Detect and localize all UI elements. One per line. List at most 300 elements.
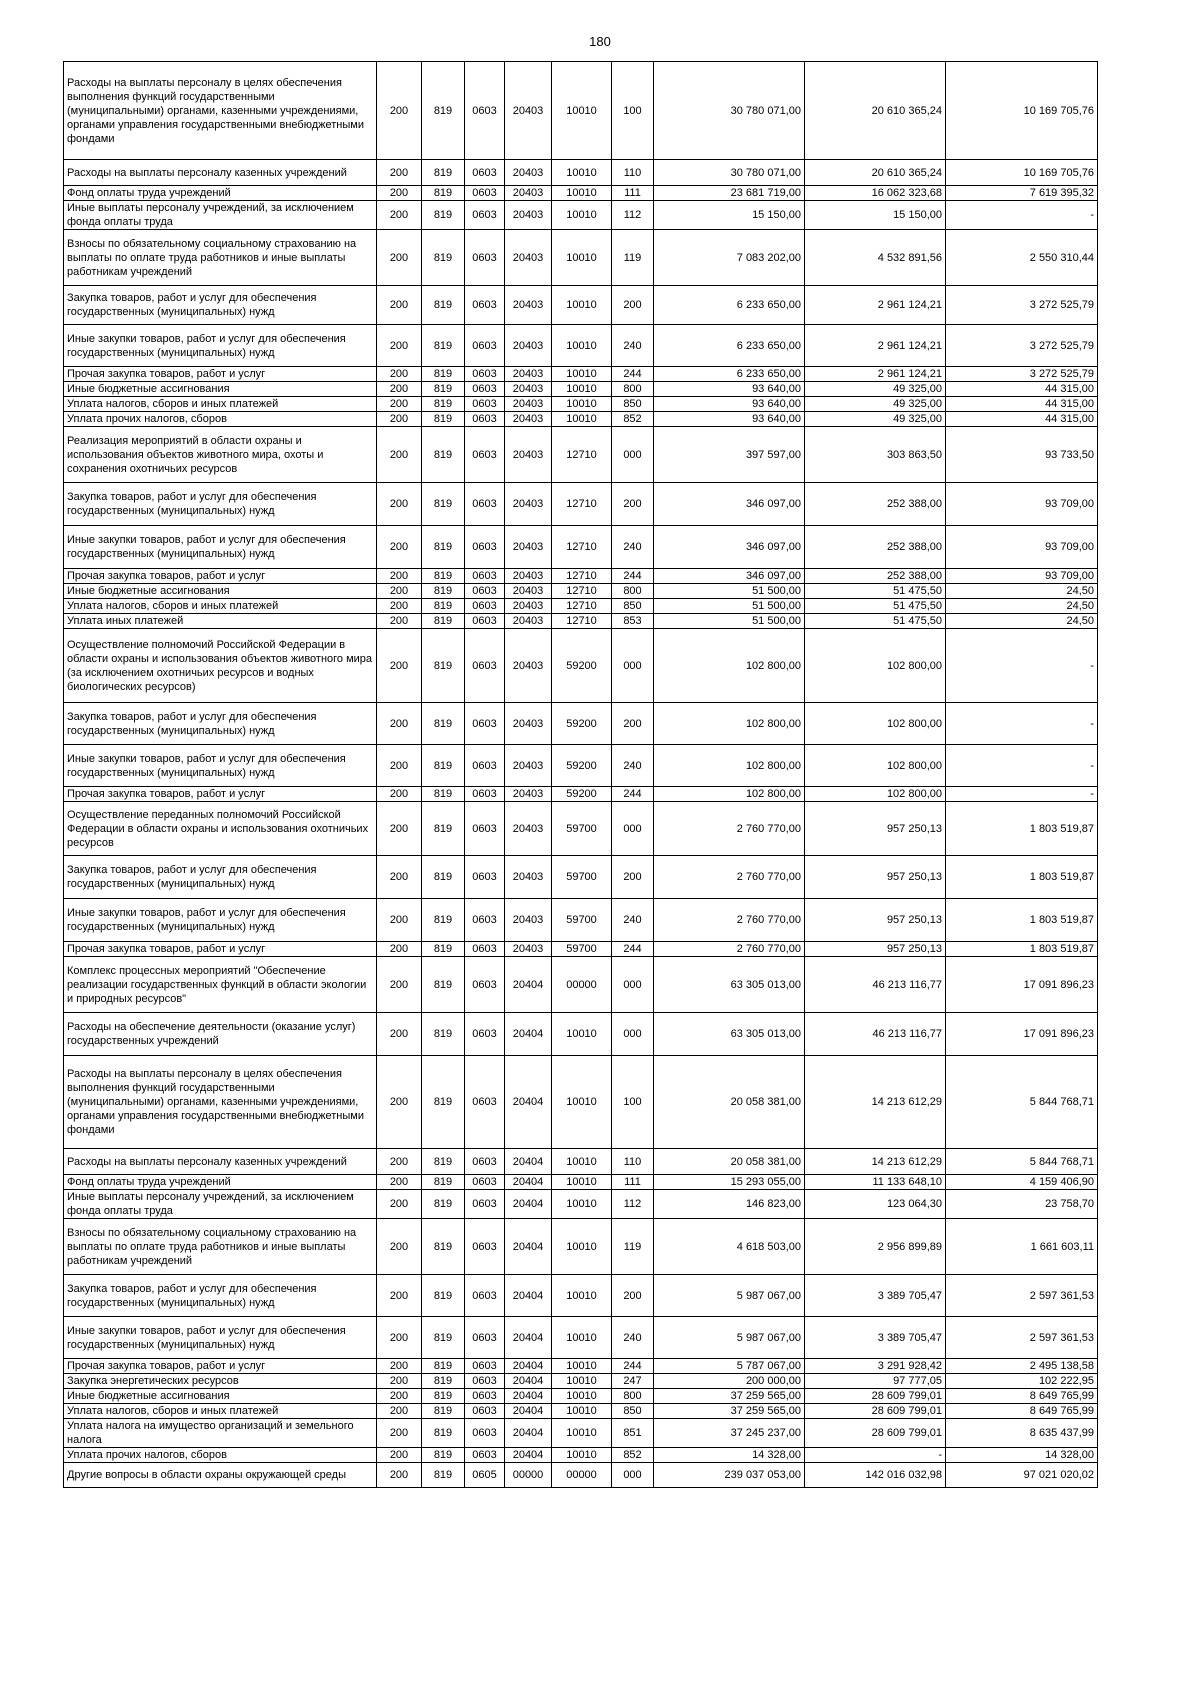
code-section: 0603	[465, 703, 505, 745]
code-gp: 200	[377, 160, 422, 186]
code-program: 20404	[505, 1149, 552, 1175]
code-program: 20403	[505, 427, 552, 483]
code-program: 20404	[505, 1317, 552, 1359]
table-row	[64, 703, 1098, 745]
value-remaining: 1 803 519,87	[946, 802, 1098, 856]
value-remaining: -	[946, 629, 1098, 703]
value-approved: 6 233 650,00	[654, 286, 805, 325]
code-admin: 819	[422, 1359, 465, 1374]
row-name: Уплата налога на имущество организаций и земельного налога	[64, 1419, 377, 1448]
code-expense-type: 000	[612, 629, 654, 703]
code-expense-type: 112	[612, 201, 654, 230]
code-gp: 200	[377, 325, 422, 367]
code-admin: 819	[422, 899, 465, 942]
code-admin: 819	[422, 382, 465, 397]
code-gp: 200	[377, 1056, 422, 1149]
row-name: Иные закупки товаров, работ и услуг для обеспечения государственных (муниципальных) нужд	[64, 745, 377, 787]
code-section: 0603	[465, 160, 505, 186]
code-admin: 819	[422, 325, 465, 367]
code-section: 0603	[465, 1359, 505, 1374]
row-name: Закупка товаров, работ и услуг для обеспечения государственных (муниципальных) нужд	[64, 856, 377, 899]
code-expense-type: 800	[612, 382, 654, 397]
code-section: 0603	[465, 1219, 505, 1275]
table-row	[64, 186, 1098, 201]
code-program: 20403	[505, 382, 552, 397]
code-direction: 59200	[552, 629, 612, 703]
row-name: Закупка товаров, работ и услуг для обеспечения государственных (муниципальных) нужд	[64, 703, 377, 745]
code-section: 0603	[465, 201, 505, 230]
table-row	[64, 1404, 1098, 1419]
code-direction: 10010	[552, 1190, 612, 1219]
table-row	[64, 1463, 1098, 1488]
code-admin: 819	[422, 427, 465, 483]
table-row	[64, 802, 1098, 856]
code-gp: 200	[377, 230, 422, 286]
code-admin: 819	[422, 1463, 465, 1488]
row-name: Закупка товаров, работ и услуг для обеспечения государственных (муниципальных) нужд	[64, 483, 377, 526]
code-gp: 200	[377, 1175, 422, 1190]
value-executed: 142 016 032,98	[805, 1463, 946, 1488]
code-gp: 200	[377, 942, 422, 957]
value-approved: 30 780 071,00	[654, 160, 805, 186]
code-direction: 10010	[552, 62, 612, 160]
code-admin: 819	[422, 599, 465, 614]
value-remaining: -	[946, 787, 1098, 802]
code-section: 0603	[465, 1374, 505, 1389]
value-remaining: 93 709,00	[946, 483, 1098, 526]
code-section: 0603	[465, 526, 505, 569]
value-remaining: 8 649 765,99	[946, 1389, 1098, 1404]
table-row	[64, 427, 1098, 483]
code-section: 0603	[465, 1190, 505, 1219]
value-remaining: 24,50	[946, 599, 1098, 614]
code-admin: 819	[422, 526, 465, 569]
row-name: Взносы по обязательному социальному страхованию на выплаты по оплате труда работников и иные выплаты работникам учреждений	[64, 230, 377, 286]
code-admin: 819	[422, 1056, 465, 1149]
code-section: 0603	[465, 1389, 505, 1404]
code-expense-type: 110	[612, 160, 654, 186]
value-remaining: 10 169 705,76	[946, 62, 1098, 160]
code-gp: 200	[377, 1374, 422, 1389]
code-program: 20403	[505, 569, 552, 584]
value-executed: 123 064,30	[805, 1190, 946, 1219]
code-admin: 819	[422, 584, 465, 599]
value-executed: 957 250,13	[805, 802, 946, 856]
row-name: Иные закупки товаров, работ и услуг для обеспечения государственных (муниципальных) нужд	[64, 325, 377, 367]
value-executed: 20 610 365,24	[805, 160, 946, 186]
value-executed: 102 800,00	[805, 745, 946, 787]
code-program: 20403	[505, 584, 552, 599]
table-row	[64, 1419, 1098, 1448]
value-executed: 252 388,00	[805, 483, 946, 526]
code-gp: 200	[377, 62, 422, 160]
row-name: Уплата налогов, сборов и иных платежей	[64, 1404, 377, 1419]
code-section: 0603	[465, 286, 505, 325]
code-section: 0603	[465, 483, 505, 526]
code-gp: 200	[377, 427, 422, 483]
row-name: Иные выплаты персоналу учреждений, за исключением фонда оплаты труда	[64, 201, 377, 230]
value-remaining: 3 272 525,79	[946, 325, 1098, 367]
code-program: 20404	[505, 1404, 552, 1419]
row-name: Расходы на выплаты персоналу казенных учреждений	[64, 160, 377, 186]
value-approved: 20 058 381,00	[654, 1149, 805, 1175]
code-section: 0603	[465, 584, 505, 599]
code-expense-type: 000	[612, 802, 654, 856]
code-admin: 819	[422, 186, 465, 201]
code-admin: 819	[422, 1190, 465, 1219]
table-row	[64, 325, 1098, 367]
code-direction: 12710	[552, 569, 612, 584]
code-admin: 819	[422, 286, 465, 325]
code-gp: 200	[377, 1317, 422, 1359]
code-admin: 819	[422, 745, 465, 787]
code-program: 20403	[505, 787, 552, 802]
value-executed: 28 609 799,01	[805, 1419, 946, 1448]
code-gp: 200	[377, 569, 422, 584]
code-admin: 819	[422, 160, 465, 186]
code-section: 0603	[465, 1149, 505, 1175]
value-approved: 397 597,00	[654, 427, 805, 483]
code-gp: 200	[377, 367, 422, 382]
code-direction: 10010	[552, 325, 612, 367]
table-row	[64, 367, 1098, 382]
table-row	[64, 1359, 1098, 1374]
code-direction: 59200	[552, 703, 612, 745]
table-row	[64, 1275, 1098, 1317]
code-admin: 819	[422, 1317, 465, 1359]
budget-table	[63, 61, 1098, 1488]
value-remaining: 44 315,00	[946, 382, 1098, 397]
value-remaining: 97 021 020,02	[946, 1463, 1098, 1488]
code-gp: 200	[377, 1219, 422, 1275]
value-remaining: 3 272 525,79	[946, 367, 1098, 382]
code-section: 0603	[465, 427, 505, 483]
code-admin: 819	[422, 1219, 465, 1275]
value-remaining: 1 661 603,11	[946, 1219, 1098, 1275]
table-row	[64, 899, 1098, 942]
value-approved: 37 259 565,00	[654, 1404, 805, 1419]
row-name: Прочая закупка товаров, работ и услуг	[64, 569, 377, 584]
code-admin: 819	[422, 1013, 465, 1056]
row-name: Расходы на обеспечение деятельности (оказание услуг) государственных учреждений	[64, 1013, 377, 1056]
row-name: Иные закупки товаров, работ и услуг для обеспечения государственных (муниципальных) нужд	[64, 1317, 377, 1359]
table-row	[64, 856, 1098, 899]
table-row	[64, 1219, 1098, 1275]
code-gp: 200	[377, 186, 422, 201]
value-executed: 957 250,13	[805, 899, 946, 942]
value-remaining: 1 803 519,87	[946, 942, 1098, 957]
code-expense-type: 240	[612, 899, 654, 942]
value-executed: 3 389 705,47	[805, 1317, 946, 1359]
table-row	[64, 584, 1098, 599]
table-row	[64, 412, 1098, 427]
code-expense-type: 800	[612, 584, 654, 599]
code-section: 0603	[465, 1175, 505, 1190]
value-approved: 2 760 770,00	[654, 899, 805, 942]
value-executed: 49 325,00	[805, 382, 946, 397]
code-direction: 10010	[552, 1219, 612, 1275]
code-admin: 819	[422, 802, 465, 856]
table-row	[64, 230, 1098, 286]
value-remaining: 3 272 525,79	[946, 286, 1098, 325]
code-program: 20403	[505, 160, 552, 186]
value-approved: 346 097,00	[654, 526, 805, 569]
table-row	[64, 382, 1098, 397]
code-program: 20403	[505, 745, 552, 787]
code-gp: 200	[377, 397, 422, 412]
code-expense-type: 000	[612, 427, 654, 483]
value-approved: 37 245 237,00	[654, 1419, 805, 1448]
code-program: 20403	[505, 325, 552, 367]
row-name: Расходы на выплаты персоналу в целях обеспечения выполнения функций государственными (муниципальными) органами, казенными учреждениями, органами управления государственными внебюджетными фондами	[64, 1056, 377, 1149]
code-expense-type: 000	[612, 1013, 654, 1056]
row-name: Осуществление полномочий Российской Федерации в области охраны и использования объектов животного мира (за исключением охотничьих ресурсов и водных биологических ресурсов)	[64, 629, 377, 703]
value-executed: 49 325,00	[805, 412, 946, 427]
value-approved: 5 987 067,00	[654, 1275, 805, 1317]
value-executed: 102 800,00	[805, 787, 946, 802]
code-expense-type: 240	[612, 325, 654, 367]
code-direction: 10010	[552, 412, 612, 427]
code-admin: 819	[422, 569, 465, 584]
code-program: 20403	[505, 186, 552, 201]
table-row	[64, 1149, 1098, 1175]
value-approved: 2 760 770,00	[654, 802, 805, 856]
value-approved: 63 305 013,00	[654, 1013, 805, 1056]
code-gp: 200	[377, 1404, 422, 1419]
code-expense-type: 119	[612, 230, 654, 286]
code-expense-type: 853	[612, 614, 654, 629]
value-approved: 15 150,00	[654, 201, 805, 230]
table-row	[64, 201, 1098, 230]
value-executed: 3 389 705,47	[805, 1275, 946, 1317]
table-row	[64, 1389, 1098, 1404]
table-row	[64, 745, 1098, 787]
code-direction: 59200	[552, 787, 612, 802]
value-approved: 63 305 013,00	[654, 957, 805, 1013]
value-executed: 252 388,00	[805, 569, 946, 584]
value-remaining: 17 091 896,23	[946, 1013, 1098, 1056]
code-direction: 59700	[552, 802, 612, 856]
code-direction: 10010	[552, 1374, 612, 1389]
code-admin: 819	[422, 483, 465, 526]
table-row	[64, 62, 1098, 160]
code-direction: 12710	[552, 599, 612, 614]
code-expense-type: 200	[612, 856, 654, 899]
row-name: Уплата налогов, сборов и иных платежей	[64, 599, 377, 614]
table-row	[64, 1448, 1098, 1463]
row-name: Прочая закупка товаров, работ и услуг	[64, 787, 377, 802]
row-name: Взносы по обязательному социальному страхованию на выплаты по оплате труда работников и иные выплаты работникам учреждений	[64, 1219, 377, 1275]
code-program: 20403	[505, 942, 552, 957]
row-name: Закупка товаров, работ и услуг для обеспечения государственных (муниципальных) нужд	[64, 1275, 377, 1317]
value-remaining: 2 597 361,53	[946, 1275, 1098, 1317]
code-admin: 819	[422, 1389, 465, 1404]
code-direction: 10010	[552, 201, 612, 230]
code-direction: 10010	[552, 397, 612, 412]
table-row	[64, 629, 1098, 703]
code-gp: 200	[377, 802, 422, 856]
value-remaining: 93 709,00	[946, 526, 1098, 569]
code-gp: 200	[377, 483, 422, 526]
value-approved: 4 618 503,00	[654, 1219, 805, 1275]
value-remaining: 2 495 138,58	[946, 1359, 1098, 1374]
row-name: Фонд оплаты труда учреждений	[64, 1175, 377, 1190]
code-admin: 819	[422, 629, 465, 703]
code-direction: 10010	[552, 1175, 612, 1190]
table-row	[64, 569, 1098, 584]
code-admin: 819	[422, 1419, 465, 1448]
value-executed: 28 609 799,01	[805, 1404, 946, 1419]
code-gp: 200	[377, 599, 422, 614]
code-program: 20403	[505, 483, 552, 526]
value-executed: 2 961 124,21	[805, 367, 946, 382]
code-section: 0603	[465, 1013, 505, 1056]
code-gp: 200	[377, 1190, 422, 1219]
code-program: 20404	[505, 1448, 552, 1463]
code-admin: 819	[422, 703, 465, 745]
value-executed: 46 213 116,77	[805, 1013, 946, 1056]
code-direction: 00000	[552, 957, 612, 1013]
code-program: 20403	[505, 412, 552, 427]
code-section: 0603	[465, 599, 505, 614]
value-executed: 2 956 899,89	[805, 1219, 946, 1275]
code-expense-type: 800	[612, 1389, 654, 1404]
code-admin: 819	[422, 787, 465, 802]
value-executed: 102 800,00	[805, 629, 946, 703]
value-executed: 2 961 124,21	[805, 286, 946, 325]
row-name: Иные закупки товаров, работ и услуг для обеспечения государственных (муниципальных) нужд	[64, 526, 377, 569]
value-executed: 11 133 648,10	[805, 1175, 946, 1190]
code-direction: 12710	[552, 584, 612, 599]
code-direction: 59200	[552, 745, 612, 787]
code-admin: 819	[422, 1275, 465, 1317]
code-admin: 819	[422, 1448, 465, 1463]
code-program: 20403	[505, 201, 552, 230]
value-approved: 93 640,00	[654, 412, 805, 427]
value-approved: 20 058 381,00	[654, 1056, 805, 1149]
code-section: 0603	[465, 367, 505, 382]
code-expense-type: 850	[612, 599, 654, 614]
value-approved: 14 328,00	[654, 1448, 805, 1463]
table-row	[64, 1175, 1098, 1190]
value-executed: 303 863,50	[805, 427, 946, 483]
code-direction: 10010	[552, 1448, 612, 1463]
code-program: 20403	[505, 703, 552, 745]
code-section: 0603	[465, 856, 505, 899]
value-approved: 30 780 071,00	[654, 62, 805, 160]
code-gp: 200	[377, 584, 422, 599]
value-approved: 346 097,00	[654, 569, 805, 584]
row-name: Осуществление переданных полномочий Российской Федерации в области охраны и использования охотничьих ресурсов	[64, 802, 377, 856]
code-gp: 200	[377, 382, 422, 397]
table-row	[64, 942, 1098, 957]
code-direction: 10010	[552, 1149, 612, 1175]
code-program: 20403	[505, 802, 552, 856]
value-remaining: 1 803 519,87	[946, 899, 1098, 942]
value-executed: 4 532 891,56	[805, 230, 946, 286]
code-program: 20403	[505, 856, 552, 899]
code-expense-type: 244	[612, 569, 654, 584]
code-direction: 10010	[552, 1404, 612, 1419]
value-remaining: 44 315,00	[946, 397, 1098, 412]
code-expense-type: 119	[612, 1219, 654, 1275]
code-admin: 819	[422, 367, 465, 382]
code-section: 0603	[465, 62, 505, 160]
code-direction: 10010	[552, 230, 612, 286]
value-executed: 957 250,13	[805, 942, 946, 957]
code-gp: 200	[377, 201, 422, 230]
value-executed: 2 961 124,21	[805, 325, 946, 367]
table-row	[64, 957, 1098, 1013]
code-program: 20404	[505, 1374, 552, 1389]
code-section: 0603	[465, 942, 505, 957]
value-approved: 2 760 770,00	[654, 942, 805, 957]
value-approved: 200 000,00	[654, 1374, 805, 1389]
code-program: 20403	[505, 62, 552, 160]
code-expense-type: 000	[612, 957, 654, 1013]
value-approved: 37 259 565,00	[654, 1389, 805, 1404]
code-gp: 200	[377, 899, 422, 942]
code-section: 0603	[465, 1448, 505, 1463]
code-section: 0603	[465, 186, 505, 201]
code-expense-type: 240	[612, 745, 654, 787]
value-remaining: 8 649 765,99	[946, 1404, 1098, 1419]
code-section: 0603	[465, 899, 505, 942]
value-approved: 23 681 719,00	[654, 186, 805, 201]
code-section: 0603	[465, 1419, 505, 1448]
value-approved: 5 987 067,00	[654, 1317, 805, 1359]
value-executed: 957 250,13	[805, 856, 946, 899]
code-expense-type: 244	[612, 942, 654, 957]
code-direction: 10010	[552, 1419, 612, 1448]
table-row	[64, 526, 1098, 569]
row-name: Иные бюджетные ассигнования	[64, 584, 377, 599]
code-program: 20403	[505, 599, 552, 614]
value-approved: 93 640,00	[654, 382, 805, 397]
code-admin: 819	[422, 614, 465, 629]
value-executed: 16 062 323,68	[805, 186, 946, 201]
code-gp: 200	[377, 856, 422, 899]
code-expense-type: 244	[612, 367, 654, 382]
code-expense-type: 852	[612, 412, 654, 427]
code-expense-type: 000	[612, 1463, 654, 1488]
value-executed: 14 213 612,29	[805, 1149, 946, 1175]
value-remaining: 23 758,70	[946, 1190, 1098, 1219]
value-remaining: 4 159 406,90	[946, 1175, 1098, 1190]
row-name: Иные бюджетные ассигнования	[64, 382, 377, 397]
code-program: 20403	[505, 899, 552, 942]
code-direction: 12710	[552, 526, 612, 569]
value-executed: 20 610 365,24	[805, 62, 946, 160]
code-direction: 10010	[552, 1389, 612, 1404]
code-section: 0603	[465, 397, 505, 412]
value-remaining: -	[946, 201, 1098, 230]
value-remaining: 93 733,50	[946, 427, 1098, 483]
value-remaining: 14 328,00	[946, 1448, 1098, 1463]
code-direction: 59700	[552, 856, 612, 899]
code-expense-type: 851	[612, 1419, 654, 1448]
code-expense-type: 850	[612, 397, 654, 412]
code-section: 0603	[465, 412, 505, 427]
code-admin: 819	[422, 1404, 465, 1419]
code-section: 0603	[465, 1056, 505, 1149]
code-direction: 10010	[552, 382, 612, 397]
code-admin: 819	[422, 1374, 465, 1389]
value-approved: 346 097,00	[654, 483, 805, 526]
value-remaining: 7 619 395,32	[946, 186, 1098, 201]
code-section: 0603	[465, 629, 505, 703]
code-admin: 819	[422, 942, 465, 957]
